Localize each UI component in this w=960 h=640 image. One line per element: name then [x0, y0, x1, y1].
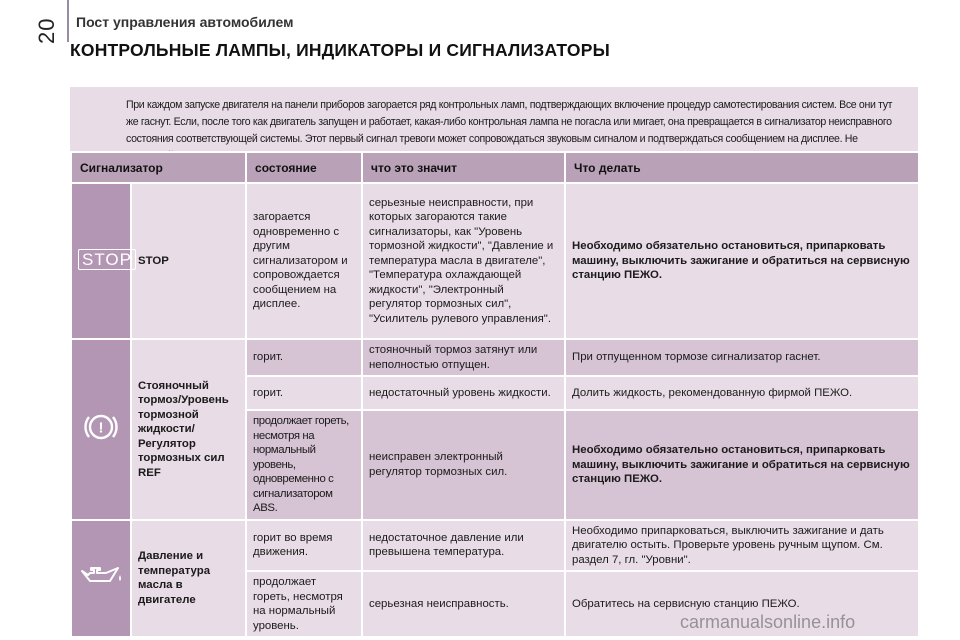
table-row-oil-1 [71, 520, 919, 572]
table-row-brake-1 [71, 339, 919, 376]
brake-warning-icon [81, 407, 121, 447]
warning-lamps-table [70, 151, 920, 638]
oil-state-1: горит во время движения. [246, 520, 362, 572]
stop-icon [78, 249, 136, 270]
stop-meaning: серьезные неисправности, при которых загораются такие сигнализаторы, как "Уровень тормозной жидкости", "Давление и температура масла в двигателе", "Температура охлаждающей жидкости", "Электронный регулятор тормозных сил", "Усилитель рулевого управления". [362, 183, 565, 339]
oil-meaning-1: недостаточное давление или превышена температура. [362, 520, 565, 572]
stop-state: загорается одновременно с другим сигнализатором и сопровождается сообщением на дисплее. [246, 183, 362, 339]
oil-name: Давление и температура масла в двигателе [131, 520, 246, 638]
col-header-action: Что делать [565, 152, 919, 183]
stop-icon-cell [71, 183, 131, 339]
col-header-state: состояние [246, 152, 362, 183]
brake-meaning-1: стояночный тормоз затянут или неполностью отпущен. [362, 339, 565, 376]
brake-state-1: горит. [246, 339, 362, 376]
stop-action: Необходимо обязательно остановиться, припарковать машину, выключить зажигание и обратиться на сервисную станцию ПЕЖО. [565, 183, 919, 339]
brake-icon-glyph: ! [98, 419, 104, 437]
brake-name: Стояночный тормоз/Уровень тормозной жидкости/ Регулятор тормозных сил REF [131, 339, 246, 520]
watermark: carmanualsonline.info [680, 612, 856, 632]
intro-box [70, 87, 918, 151]
brake-state-2: горит. [246, 376, 362, 410]
oil-can-icon [78, 561, 124, 591]
page-number: 20 [34, 17, 59, 44]
side-rule [67, 0, 69, 42]
brake-action-2: Долить жидкость, рекомендованную фирмой ПЕЖО. [565, 376, 919, 410]
oil-action-1: Необходимо припарковаться, выключить зажигание и дать двигателю остыть. Проверьте уровень ручным щупом. См. раздел 7, гл. "Уровни". [565, 520, 919, 572]
col-header-meaning: что это значит [362, 152, 565, 183]
oil-action-2: Обратитесь на сервисную станцию ПЕЖО. [565, 571, 919, 637]
oil-state-2: продолжает гореть, несмотря на нормальный уровень. [246, 571, 362, 637]
brake-action-1: При отпущенном тормозе сигнализатор гаснет. [565, 339, 919, 376]
table-row-stop [71, 183, 919, 339]
brake-meaning-3: неисправен электронный регулятор тормозных сил. [362, 410, 565, 520]
page-title: КОНТРОЛЬНЫЕ ЛАМПЫ, ИНДИКАТОРЫ И СИГНАЛИЗАТОРЫ [70, 40, 610, 60]
table-header-row [71, 152, 919, 183]
section-header: Пост управления автомобилем [76, 14, 294, 30]
stop-name: STOP [131, 183, 246, 339]
oil-meaning-2: серьезная неисправность. [362, 571, 565, 637]
col-header-indicator: Сигнализатор [71, 152, 246, 183]
intro-text: При каждом запуске двигателя на панели приборов загорается ряд контрольных ламп, подтверждающих включение процедур самотестирования систем. Все они тут же гаснут. Если, после того как двигатель запущен и работает, какая-либо контрольная лампа не погасла или мигает, она превращается в сигнализатор неисправного состояния соответствующей системы. Этот первый сигнал тревоги может сопровождаться звуковым сигналом и подтверждаться сообщением на дисплее. Не [126, 99, 893, 145]
oil-icon-cell [71, 520, 131, 638]
brake-action-3: Необходимо обязательно остановиться, припарковать машину, выключить зажигание и обратиться на сервисную станцию ПЕЖО. [565, 410, 919, 520]
brake-icon-cell [71, 339, 131, 520]
brake-state-3: продолжает гореть, несмотря на нормальный уровень, одновременно с сигнализатором ABS. [246, 410, 362, 520]
brake-meaning-2: недостаточный уровень жидкости. [362, 376, 565, 410]
stop-icon-text: STOP [78, 249, 136, 270]
